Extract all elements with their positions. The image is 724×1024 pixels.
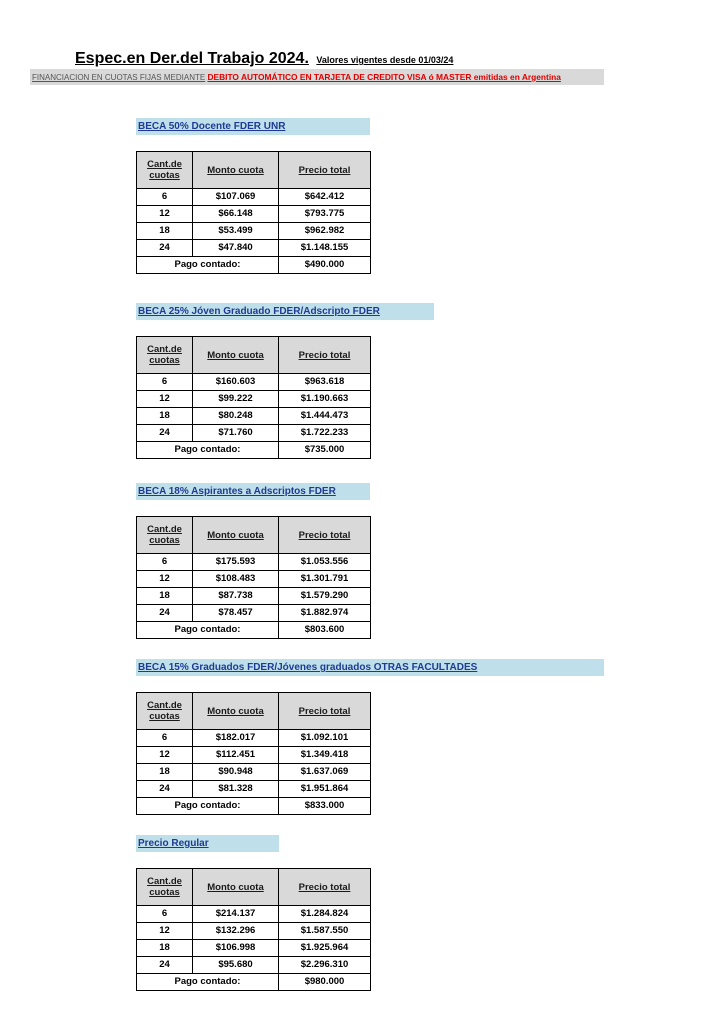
contado-label: Pago contado: <box>137 257 279 274</box>
cell-precio: $1.444.473 <box>279 408 371 425</box>
table-row <box>137 240 371 257</box>
cell-cuotas: 12 <box>137 923 193 940</box>
table-header-row <box>137 152 371 189</box>
validity-note: Valores vigentes desde 01/03/24 <box>316 55 454 65</box>
cell-cuotas: 6 <box>137 189 193 206</box>
cell-monto: $214.137 <box>193 906 279 923</box>
cell-cuotas: 12 <box>137 747 193 764</box>
price-table <box>136 868 371 991</box>
section-title-bar <box>136 483 370 500</box>
section-title-bar <box>136 118 370 135</box>
financing-banner <box>30 69 604 85</box>
section-title-bar <box>136 659 604 676</box>
cell-precio: $963.618 <box>279 374 371 391</box>
table-row <box>137 391 371 408</box>
cell-precio: $642.412 <box>279 189 371 206</box>
table-row <box>137 223 371 240</box>
contado-label: Pago contado: <box>137 442 279 459</box>
cell-precio: $1.349.418 <box>279 747 371 764</box>
cell-monto: $108.483 <box>193 571 279 588</box>
cell-precio: $1.053.556 <box>279 554 371 571</box>
table-row <box>137 781 371 798</box>
cell-precio: $962.982 <box>279 223 371 240</box>
section-title: BECA 25% Jóven Graduado FDER/Adscripto FDER <box>138 306 380 317</box>
contado-row <box>137 442 371 459</box>
cell-monto: $78.457 <box>193 605 279 622</box>
cell-precio: $793.775 <box>279 206 371 223</box>
cell-monto: $160.603 <box>193 374 279 391</box>
section-beca-15 <box>136 659 604 815</box>
document-title: Espec.en Der.del Trabajo 2024. <box>75 50 309 67</box>
cell-cuotas: 24 <box>137 425 193 442</box>
header-precio: Precio total <box>279 869 371 906</box>
price-table <box>136 336 371 459</box>
contado-label: Pago contado: <box>137 798 279 815</box>
section-beca-50 <box>136 118 371 274</box>
contado-value: $490.000 <box>279 257 371 274</box>
cell-precio: $1.925.964 <box>279 940 371 957</box>
cell-cuotas: 18 <box>137 223 193 240</box>
financing-prefix: FINANCIACION EN CUOTAS FIJAS MEDIANTE <box>32 73 206 82</box>
header-cuotas: Cant.de cuotas <box>137 152 193 189</box>
section-title-bar <box>136 835 279 852</box>
cell-cuotas: 18 <box>137 764 193 781</box>
cell-precio: $1.190.663 <box>279 391 371 408</box>
table-row <box>137 940 371 957</box>
cell-monto: $99.222 <box>193 391 279 408</box>
contado-value: $735.000 <box>279 442 371 459</box>
header-monto: Monto cuota <box>193 693 279 730</box>
cell-precio: $1.587.550 <box>279 923 371 940</box>
cell-monto: $112.451 <box>193 747 279 764</box>
cell-cuotas: 18 <box>137 588 193 605</box>
table-row <box>137 906 371 923</box>
header-cuotas: Cant.de cuotas <box>137 869 193 906</box>
table-row <box>137 764 371 781</box>
section-title: BECA 50% Docente FDER UNR <box>138 121 286 132</box>
cell-cuotas: 24 <box>137 781 193 798</box>
cell-cuotas: 6 <box>137 554 193 571</box>
section-precio-regular <box>136 835 371 991</box>
cell-cuotas: 12 <box>137 391 193 408</box>
cell-precio: $1.284.824 <box>279 906 371 923</box>
contado-row <box>137 798 371 815</box>
table-row <box>137 425 371 442</box>
cell-monto: $53.499 <box>193 223 279 240</box>
cell-cuotas: 24 <box>137 605 193 622</box>
contado-row <box>137 974 371 991</box>
cell-precio: $1.579.290 <box>279 588 371 605</box>
contado-value: $980.000 <box>279 974 371 991</box>
cell-monto: $90.948 <box>193 764 279 781</box>
table-row <box>137 554 371 571</box>
price-table <box>136 692 371 815</box>
cell-cuotas: 24 <box>137 240 193 257</box>
header-precio: Precio total <box>279 693 371 730</box>
cell-monto: $132.296 <box>193 923 279 940</box>
cell-precio: $1.637.069 <box>279 764 371 781</box>
cell-cuotas: 6 <box>137 730 193 747</box>
contado-label: Pago contado: <box>137 622 279 639</box>
cell-precio: $1.092.101 <box>279 730 371 747</box>
contado-value: $803.600 <box>279 622 371 639</box>
table-row <box>137 374 371 391</box>
cell-cuotas: 24 <box>137 957 193 974</box>
section-title: BECA 18% Aspirantes a Adscriptos FDER <box>138 486 336 497</box>
price-table <box>136 151 371 274</box>
table-row <box>137 957 371 974</box>
table-header-row <box>137 517 371 554</box>
cell-monto: $95.680 <box>193 957 279 974</box>
cell-cuotas: 18 <box>137 940 193 957</box>
cell-precio: $1.882.974 <box>279 605 371 622</box>
header-cuotas: Cant.de cuotas <box>137 517 193 554</box>
cell-cuotas: 12 <box>137 571 193 588</box>
cell-monto: $182.017 <box>193 730 279 747</box>
table-row <box>137 189 371 206</box>
contado-row <box>137 622 371 639</box>
page-title <box>75 50 675 68</box>
table-row <box>137 923 371 940</box>
price-table <box>136 516 371 639</box>
contado-label: Pago contado: <box>137 974 279 991</box>
table-row <box>137 730 371 747</box>
table-row <box>137 605 371 622</box>
financing-highlight: DEBITO AUTOMÁTICO EN TARJETA DE CREDITO VISA ó MASTER emitidas en Argentina <box>207 72 561 82</box>
header-monto: Monto cuota <box>193 152 279 189</box>
cell-precio: $1.301.791 <box>279 571 371 588</box>
cell-precio: $1.722.233 <box>279 425 371 442</box>
cell-monto: $66.148 <box>193 206 279 223</box>
table-header-row <box>137 693 371 730</box>
section-title: Precio Regular <box>138 838 209 849</box>
cell-cuotas: 6 <box>137 906 193 923</box>
cell-monto: $81.328 <box>193 781 279 798</box>
header-monto: Monto cuota <box>193 869 279 906</box>
contado-row <box>137 257 371 274</box>
header-cuotas: Cant.de cuotas <box>137 337 193 374</box>
contado-value: $833.000 <box>279 798 371 815</box>
header-precio: Precio total <box>279 152 371 189</box>
table-row <box>137 571 371 588</box>
section-title-bar <box>136 303 434 320</box>
header-cuotas: Cant.de cuotas <box>137 693 193 730</box>
cell-monto: $80.248 <box>193 408 279 425</box>
header-precio: Precio total <box>279 337 371 374</box>
cell-precio: $1.148.155 <box>279 240 371 257</box>
cell-monto: $87.738 <box>193 588 279 605</box>
section-title: BECA 15% Graduados FDER/Jóvenes graduados OTRAS FACULTADES <box>138 662 478 673</box>
cell-monto: $106.998 <box>193 940 279 957</box>
header-monto: Monto cuota <box>193 517 279 554</box>
header-monto: Monto cuota <box>193 337 279 374</box>
table-row <box>137 588 371 605</box>
cell-monto: $71.760 <box>193 425 279 442</box>
cell-cuotas: 6 <box>137 374 193 391</box>
cell-monto: $47.840 <box>193 240 279 257</box>
section-beca-25 <box>136 303 434 459</box>
table-header-row <box>137 869 371 906</box>
cell-cuotas: 12 <box>137 206 193 223</box>
cell-cuotas: 18 <box>137 408 193 425</box>
cell-monto: $175.593 <box>193 554 279 571</box>
header-precio: Precio total <box>279 517 371 554</box>
section-beca-18 <box>136 483 371 639</box>
table-row <box>137 206 371 223</box>
cell-monto: $107.069 <box>193 189 279 206</box>
cell-precio: $1.951.864 <box>279 781 371 798</box>
table-row <box>137 747 371 764</box>
table-header-row <box>137 337 371 374</box>
table-row <box>137 408 371 425</box>
cell-precio: $2.296.310 <box>279 957 371 974</box>
